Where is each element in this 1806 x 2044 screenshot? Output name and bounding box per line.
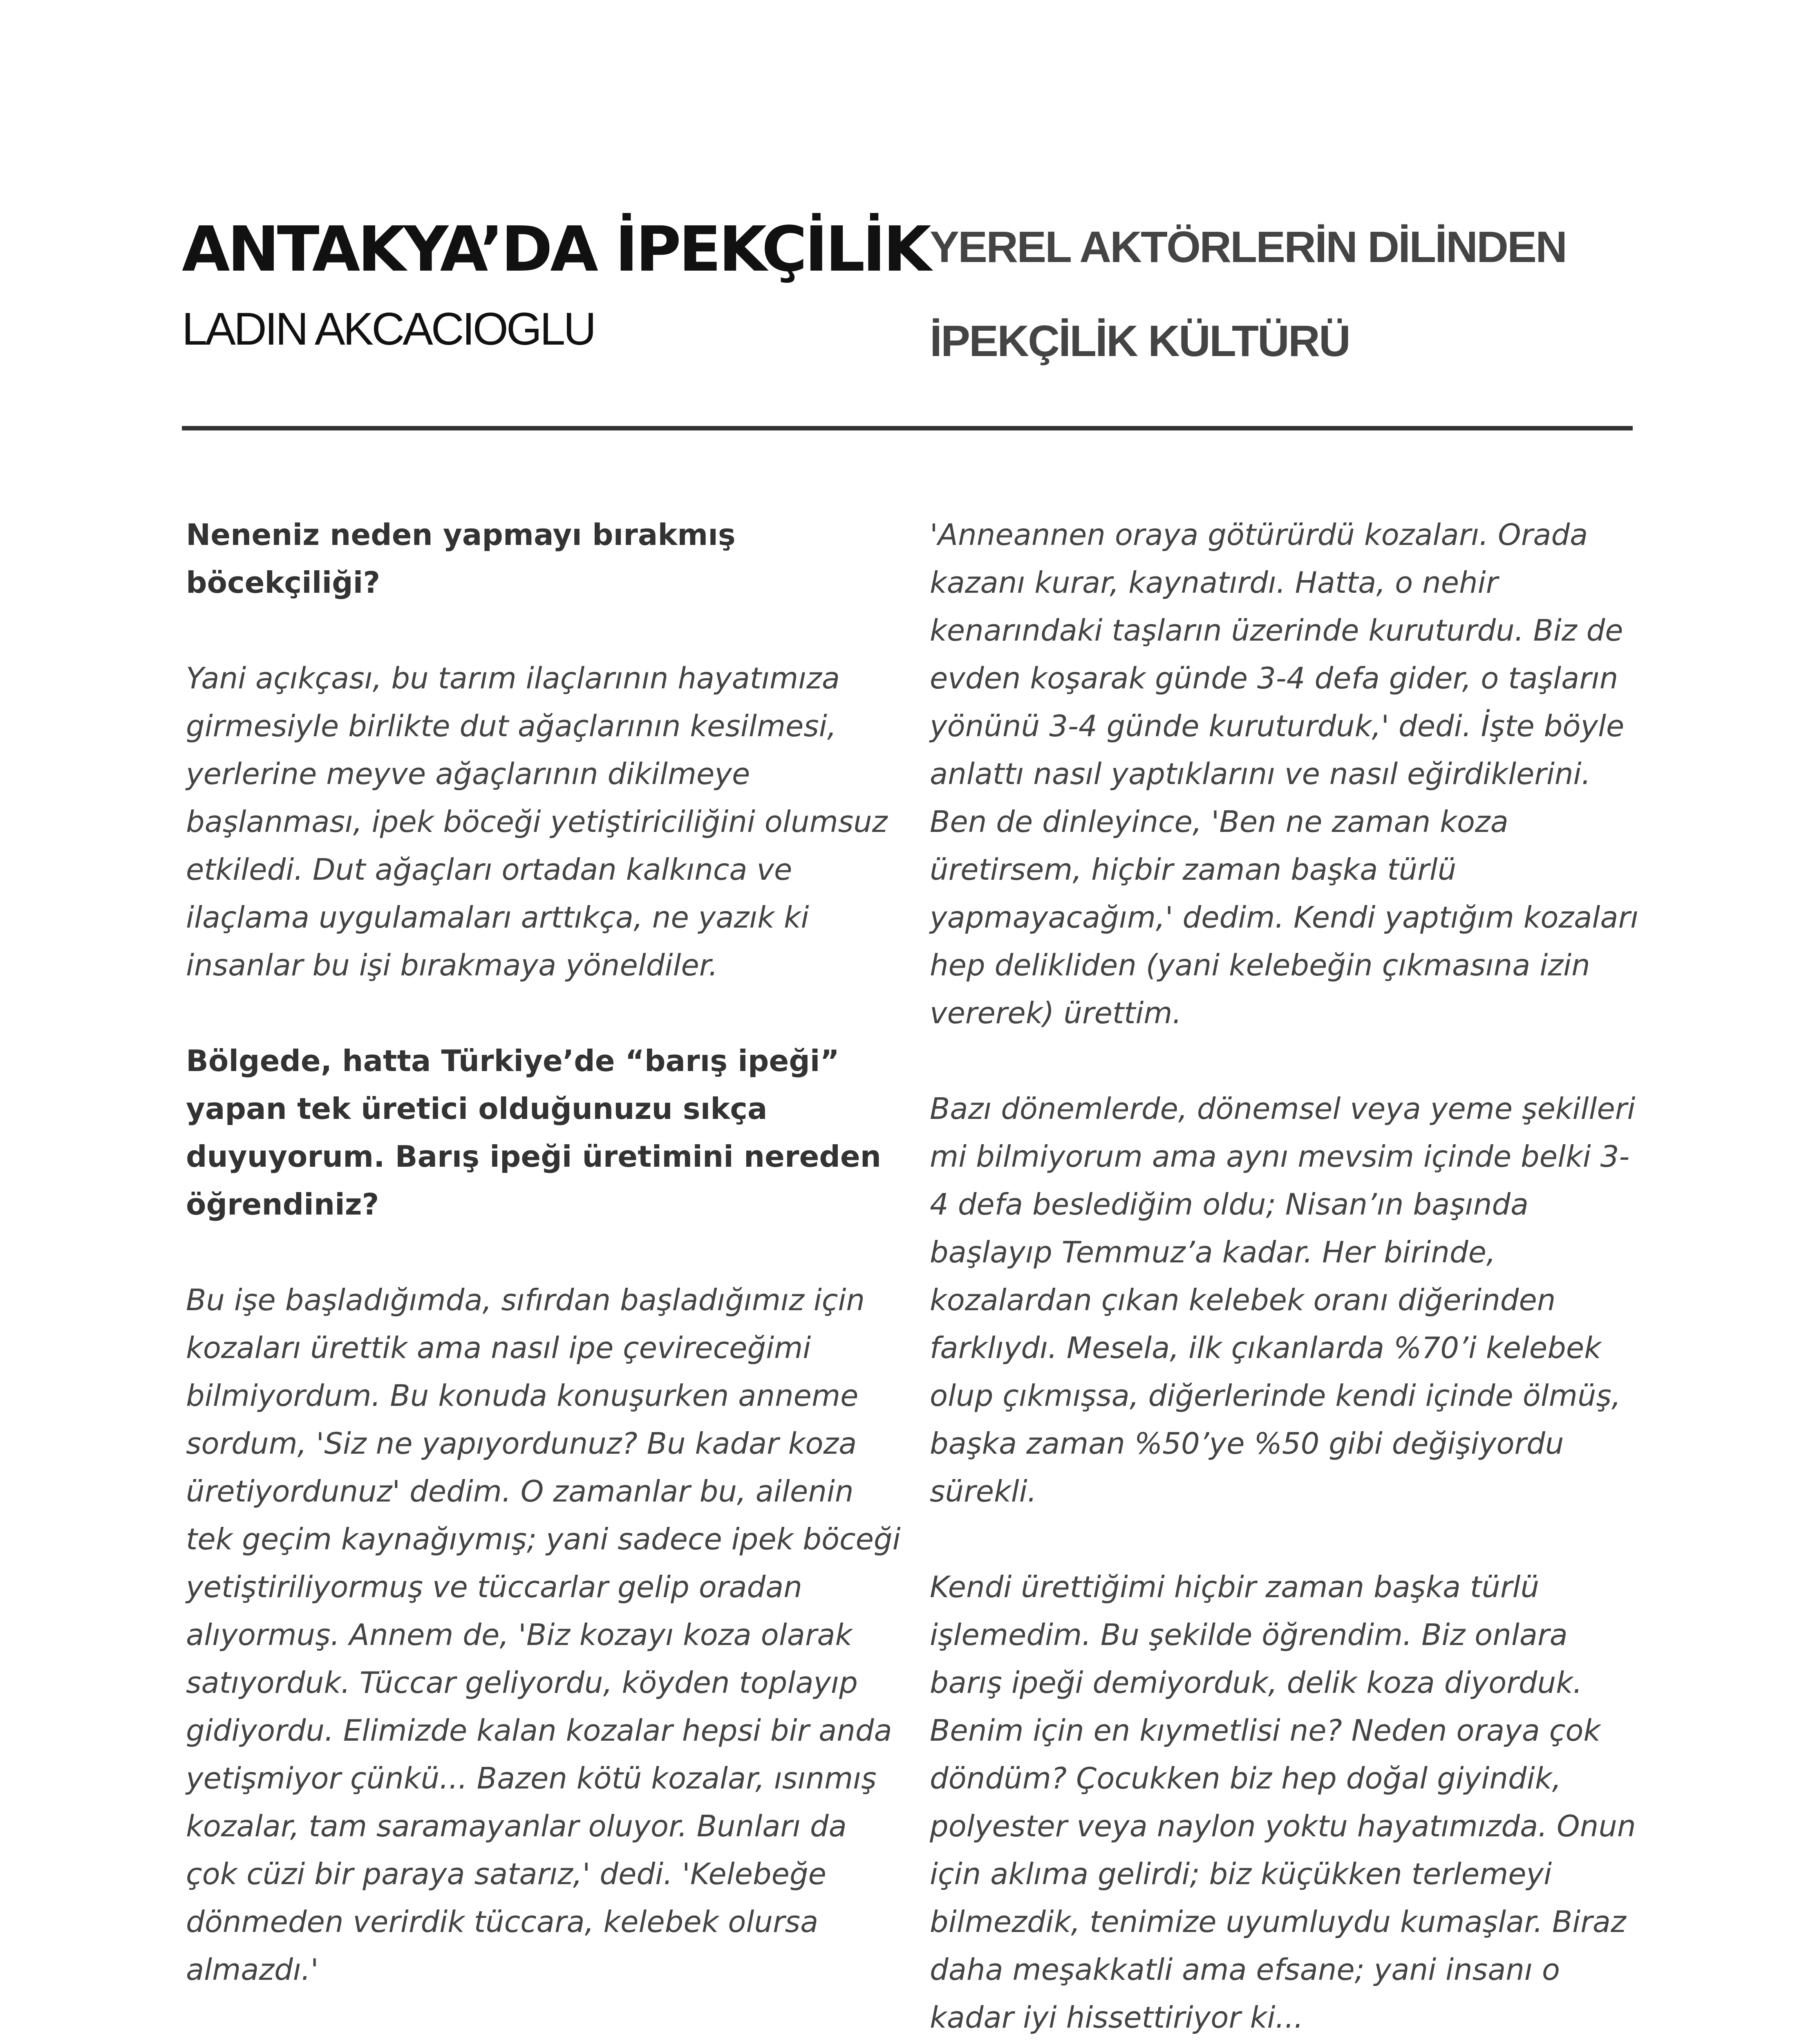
paragraph-1: 'Anneannen oraya götürürdü kozaları. Orada kazanı kurar, kaynatırdı. Hatta, o nehir kenarındaki taşların üzerinde kuruturdu. Biz de evden koşarak günde 3-4 defa gider, o taşların yönünü 3-4 günde kuruturduk,' dedi. İşte böyle anlattı nasıl yaptıklarını ve nasıl eğirdiklerini. Ben de dinleyince, 'Ben ne zaman koza üretirsem, hiçbir zaman başka türlü yapmayacağım,' dedim. Kendi yaptığım kozaları hep delikliden (yani kelebeğin çıkmasına izin vererek) ürettim. — [930, 518, 1639, 1030]
paragraph-3: Kendi ürettiğimi hiçbir zaman başka türlü işlemedim. Bu şekilde öğrendim. Biz onlara barış ipeği demiyorduk, delik koza diyorduk. Benim için en kıymetlisi ne? Neden oraya çok döndüm? Çocukken biz hep doğal giyindik, polyester veya naylon yoktu hayatımızda. Onun için aklıma gelirdi; biz küçükken terlemeyi bilmezdik, tenimize uyumluydu kumaşlar. Biraz daha meşakkatli ama efsane; yani insanı o kadar iyi hissettiriyor ki... — [930, 1570, 1636, 2035]
header-divider — [182, 426, 1633, 430]
question-2: Bölgede, hatta Türkiye’de “barış ipeği” yapan tek üretici olduğunuzu sıkça duyuyorum. Barış ipeği üretimini nereden öğrendiniz? — [186, 1044, 881, 1221]
page-title: ANTAKYA’DA İPEKÇİLİK — [182, 213, 929, 285]
subtitle-line-1: YEREL AKTÖRLERİN DİLİNDEN — [930, 222, 1567, 271]
subtitle-line-2: İPEKÇİLİK KÜLTÜRÜ — [930, 316, 1349, 365]
right-column — [930, 511, 1645, 2042]
answer-2: Bu işe başladığımda, sıfırdan başladığımız için kozaları ürettik ama nasıl ipe çevireceğimi bilmiyordum. Bu konuda konuşurken anneme sordum, 'Siz ne yapıyordunuz? Bu kadar koza üretiyordunuz' dedim. O zamanlar bu, ailenin tek geçim kaynağıymış; yani sadece ipek böceği yetiştiriliyormuş ve tüccarlar gelip oradan alıyormuş. Annem de, 'Biz kozayı koza olarak satıyorduk. Tüccar geliyordu, köyden toplayıp gidiyordu. Elimizde kalan kozalar hepsi bir anda yetişmiyor çünkü... Bazen kötü kozalar, ısınmış kozalar, tam saramayanlar oluyor. Bunları da çok cüzi bir paraya satarız,' dedi. 'Kelebeğe dönmeden verirdik tüccara, kelebek olursa almazdı.' — [186, 1283, 901, 1987]
header-right — [930, 223, 1645, 365]
author-name: LADIN AKCACIOGLU — [182, 303, 595, 354]
answer-3 — [186, 2042, 901, 2044]
left-column — [186, 511, 901, 2044]
header-left — [182, 213, 929, 356]
paragraph-2: Bazı dönemlerde, dönemsel veya yeme şekilleri mi bilmiyorum ama aynı mevsim içinde belki 3-4 defa beslediğim oldu; Nisan’ın başında başlayıp Temmuz’a kadar. Her birinde, kozalardan çıkan kelebek oranı diğerinden farklıydı. Mesela, ilk çıkanlarda %70’i kelebek olup çıkmışsa, diğerlerinde kendi içinde ölmüş, başka zaman %50’ye %50 gibi değişiyordu sürekli. — [930, 1091, 1636, 1508]
question-1: Neneniz neden yapmayı bırakmış böcekçiliği? — [186, 518, 736, 600]
answer-1: Yani açıkçası, bu tarım ilaçlarının hayatımıza girmesiyle birlikte dut ağaçlarının kesilmesi, yerlerine meyve ağaçlarının dikilmeye başlanması, ipek böceği yetiştiriciliğini olumsuz etkiledi. Dut ağaçları ortadan kalkınca ve ilaçlama uygulamaları arttıkça, ne yazık ki insanlar bu işi bırakmaya yöneldiler. — [186, 661, 888, 982]
